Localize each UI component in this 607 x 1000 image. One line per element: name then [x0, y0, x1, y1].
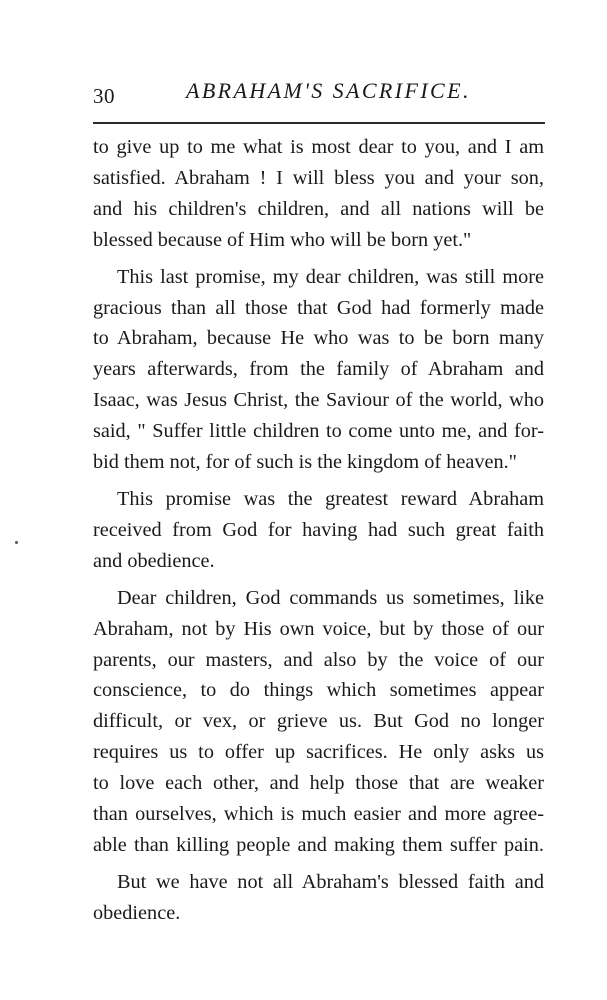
text-line: and obedience. [93, 549, 215, 572]
text-line: parents, our masters, and also by the voice of our [93, 648, 544, 671]
text-line: and his children's children, and all nations will be [93, 197, 544, 220]
header-rule [93, 122, 545, 124]
text-line: satisfied. Abraham ! I will bless you and your son, [93, 166, 544, 189]
text-line: blessed because of Him who will be born yet." [93, 228, 472, 251]
text-line: requires us to offer up sacrifices. He only asks us [93, 741, 544, 764]
text-line: received from God for having had such great faith [93, 518, 544, 541]
text-line: But we have not all Abraham's blessed faith and [117, 870, 544, 893]
paper-speck [15, 541, 18, 544]
running-title: ABRAHAM'S SACRIFICE. [186, 78, 471, 103]
text-line: to love each other, and help those that are weaker [93, 772, 544, 795]
paragraph-5 [93, 867, 544, 929]
text-line: years afterwards, from the family of Abraham and [93, 358, 544, 381]
page-header [93, 78, 545, 108]
paragraph-4 [93, 583, 544, 861]
paragraph-1 [93, 132, 544, 256]
text-line: This promise was the greatest reward Abraham [117, 487, 544, 510]
paragraph-3 [93, 484, 544, 577]
text-line: conscience, to do things which sometimes appear [93, 679, 544, 702]
text-line: obedience. [93, 901, 181, 924]
text-line: gracious than all those that God had formerly made [93, 296, 544, 319]
text-line: Abraham, not by His own voice, but by those of our [93, 617, 544, 640]
paragraph-2 [93, 262, 544, 478]
text-line: to give up to me what is most dear to you, and I am [93, 136, 544, 158]
text-line: able than killing people and making them suffer pain. [93, 833, 544, 856]
text-line: to Abraham, because He who was to be born many [93, 327, 544, 350]
text-line: This last promise, my dear children, was still more [117, 265, 544, 288]
body-text [93, 132, 544, 935]
text-line: Dear children, God commands us sometimes, like [117, 586, 544, 609]
page-number: 30 [93, 84, 115, 108]
text-line: difficult, or vex, or grieve us. But God no longer [93, 710, 544, 733]
text-line: bid them not, for of such is the kingdom of heaven." [93, 451, 517, 474]
text-line: said, " Suffer little children to come unto me, and for- [93, 420, 544, 443]
text-line: Isaac, was Jesus Christ, the Saviour of the world, who [93, 389, 544, 412]
text-line: than ourselves, which is much easier and more agree- [93, 803, 544, 826]
